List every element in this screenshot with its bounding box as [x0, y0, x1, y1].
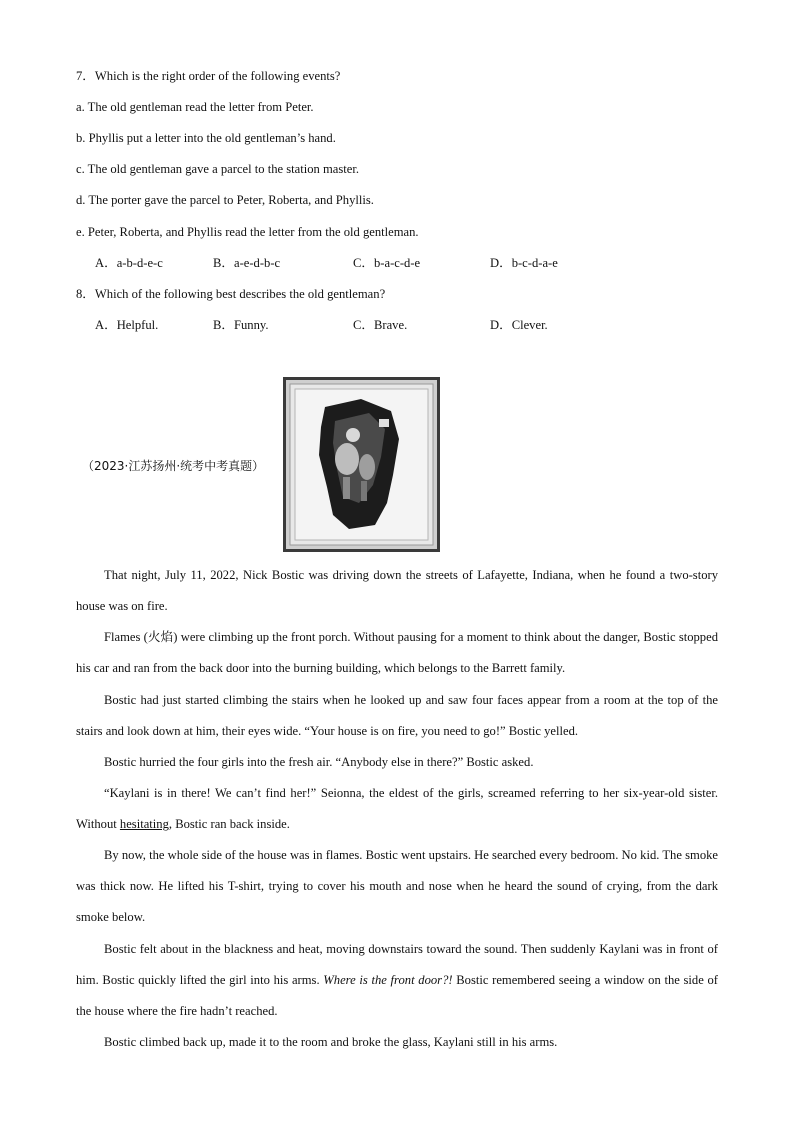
underlined-word: hesitating [119, 817, 169, 831]
passage-paragraph-6: By now, the whole side of the house was in flames. Bostic went upstairs. He searched every bedroom. No kid. The smoke was thick now. He lifted his T-shirt, trying to cover his mouth and nose when he heard the sound of crying, from the dark smoke below. [76, 848, 718, 924]
passage-paragraph-5 [76, 778, 718, 840]
q8-option-a: A．Helpful. [95, 318, 159, 332]
passage-paragraph-4: Bostic hurried the four girls into the fresh air. “Anybody else in there?” Bostic asked. [104, 755, 534, 769]
q7-option-b: B．a-e-d-b-c [213, 256, 281, 270]
q8-option-c: C．Brave. [353, 318, 408, 332]
q7-option-a: A．a-b-d-e-c [95, 256, 163, 270]
italic-thought: Where is the front door?! [323, 973, 453, 987]
paragraph-7-text-a: Bostic felt about in the blackness and heat, moving downstairs toward the sound. Then suddenly Kaylani was in front of him. Bostic quickly lifted the girl into his arms. [76, 942, 718, 987]
q7-option-c: C．b-a-c-d-e [353, 256, 421, 270]
question-7-stem: 7．Which is the right order of the following events? [76, 69, 341, 83]
q7-option-d: D．b-c-d-a-e [490, 256, 558, 270]
event-e: e. Peter, Roberta, and Phyllis read the letter from the old gentleman. [76, 225, 419, 239]
source-label: （2023·江苏扬州·统考中考真题） [82, 459, 265, 473]
q8-option-d: D．Clever. [490, 318, 548, 332]
event-d: d. The porter gave the parcel to Peter, Roberta, and Phyllis. [76, 193, 374, 207]
passage-paragraph-2: Flames (火焰) were climbing up the front porch. Without pausing for a moment to think about the danger, Bostic stopped his car and ran from the back door into the burning building, which belongs to the Barrett family. [76, 630, 718, 675]
event-b: b. Phyllis put a letter into the old gentleman’s hand. [76, 131, 336, 145]
paragraph-5-text-b: , Bostic ran back inside. [168, 817, 290, 831]
passage-paragraph-7 [76, 934, 718, 1027]
passage-paragraph-1: That night, July 11, 2022, Nick Bostic was driving down the streets of Lafayette, Indiana, when he found a two-story house was on fire. [76, 568, 718, 613]
event-c: c. The old gentleman gave a parcel to the station master. [76, 162, 360, 176]
q8-option-b: B．Funny. [213, 318, 269, 332]
paragraph-7-text-b: Bostic remembered seeing a window on the side of the house where the fire hadn’t reached. [76, 973, 718, 1018]
question-8-stem: 8．Which of the following best describes the old gentleman? [76, 287, 386, 301]
event-a: a. The old gentleman read the letter from Peter. [76, 100, 314, 114]
passage-paragraph-8: Bostic climbed back up, made it to the room and broke the glass, Kaylani still in his arms. [104, 1035, 558, 1049]
firefighter-photo [283, 377, 440, 552]
passage-paragraph-3: Bostic had just started climbing the stairs when he looked up and saw four faces appear from a room at the top of the stairs and look down at him, their eyes wide. “Your house is on fire, you need to go!” Bostic yelled. [76, 693, 718, 738]
paragraph-5-text-a: “Kaylani is in there! We can’t find her!” Seionna, the eldest of the girls, screamed referring to her six-year-old sister. Without [76, 786, 718, 831]
